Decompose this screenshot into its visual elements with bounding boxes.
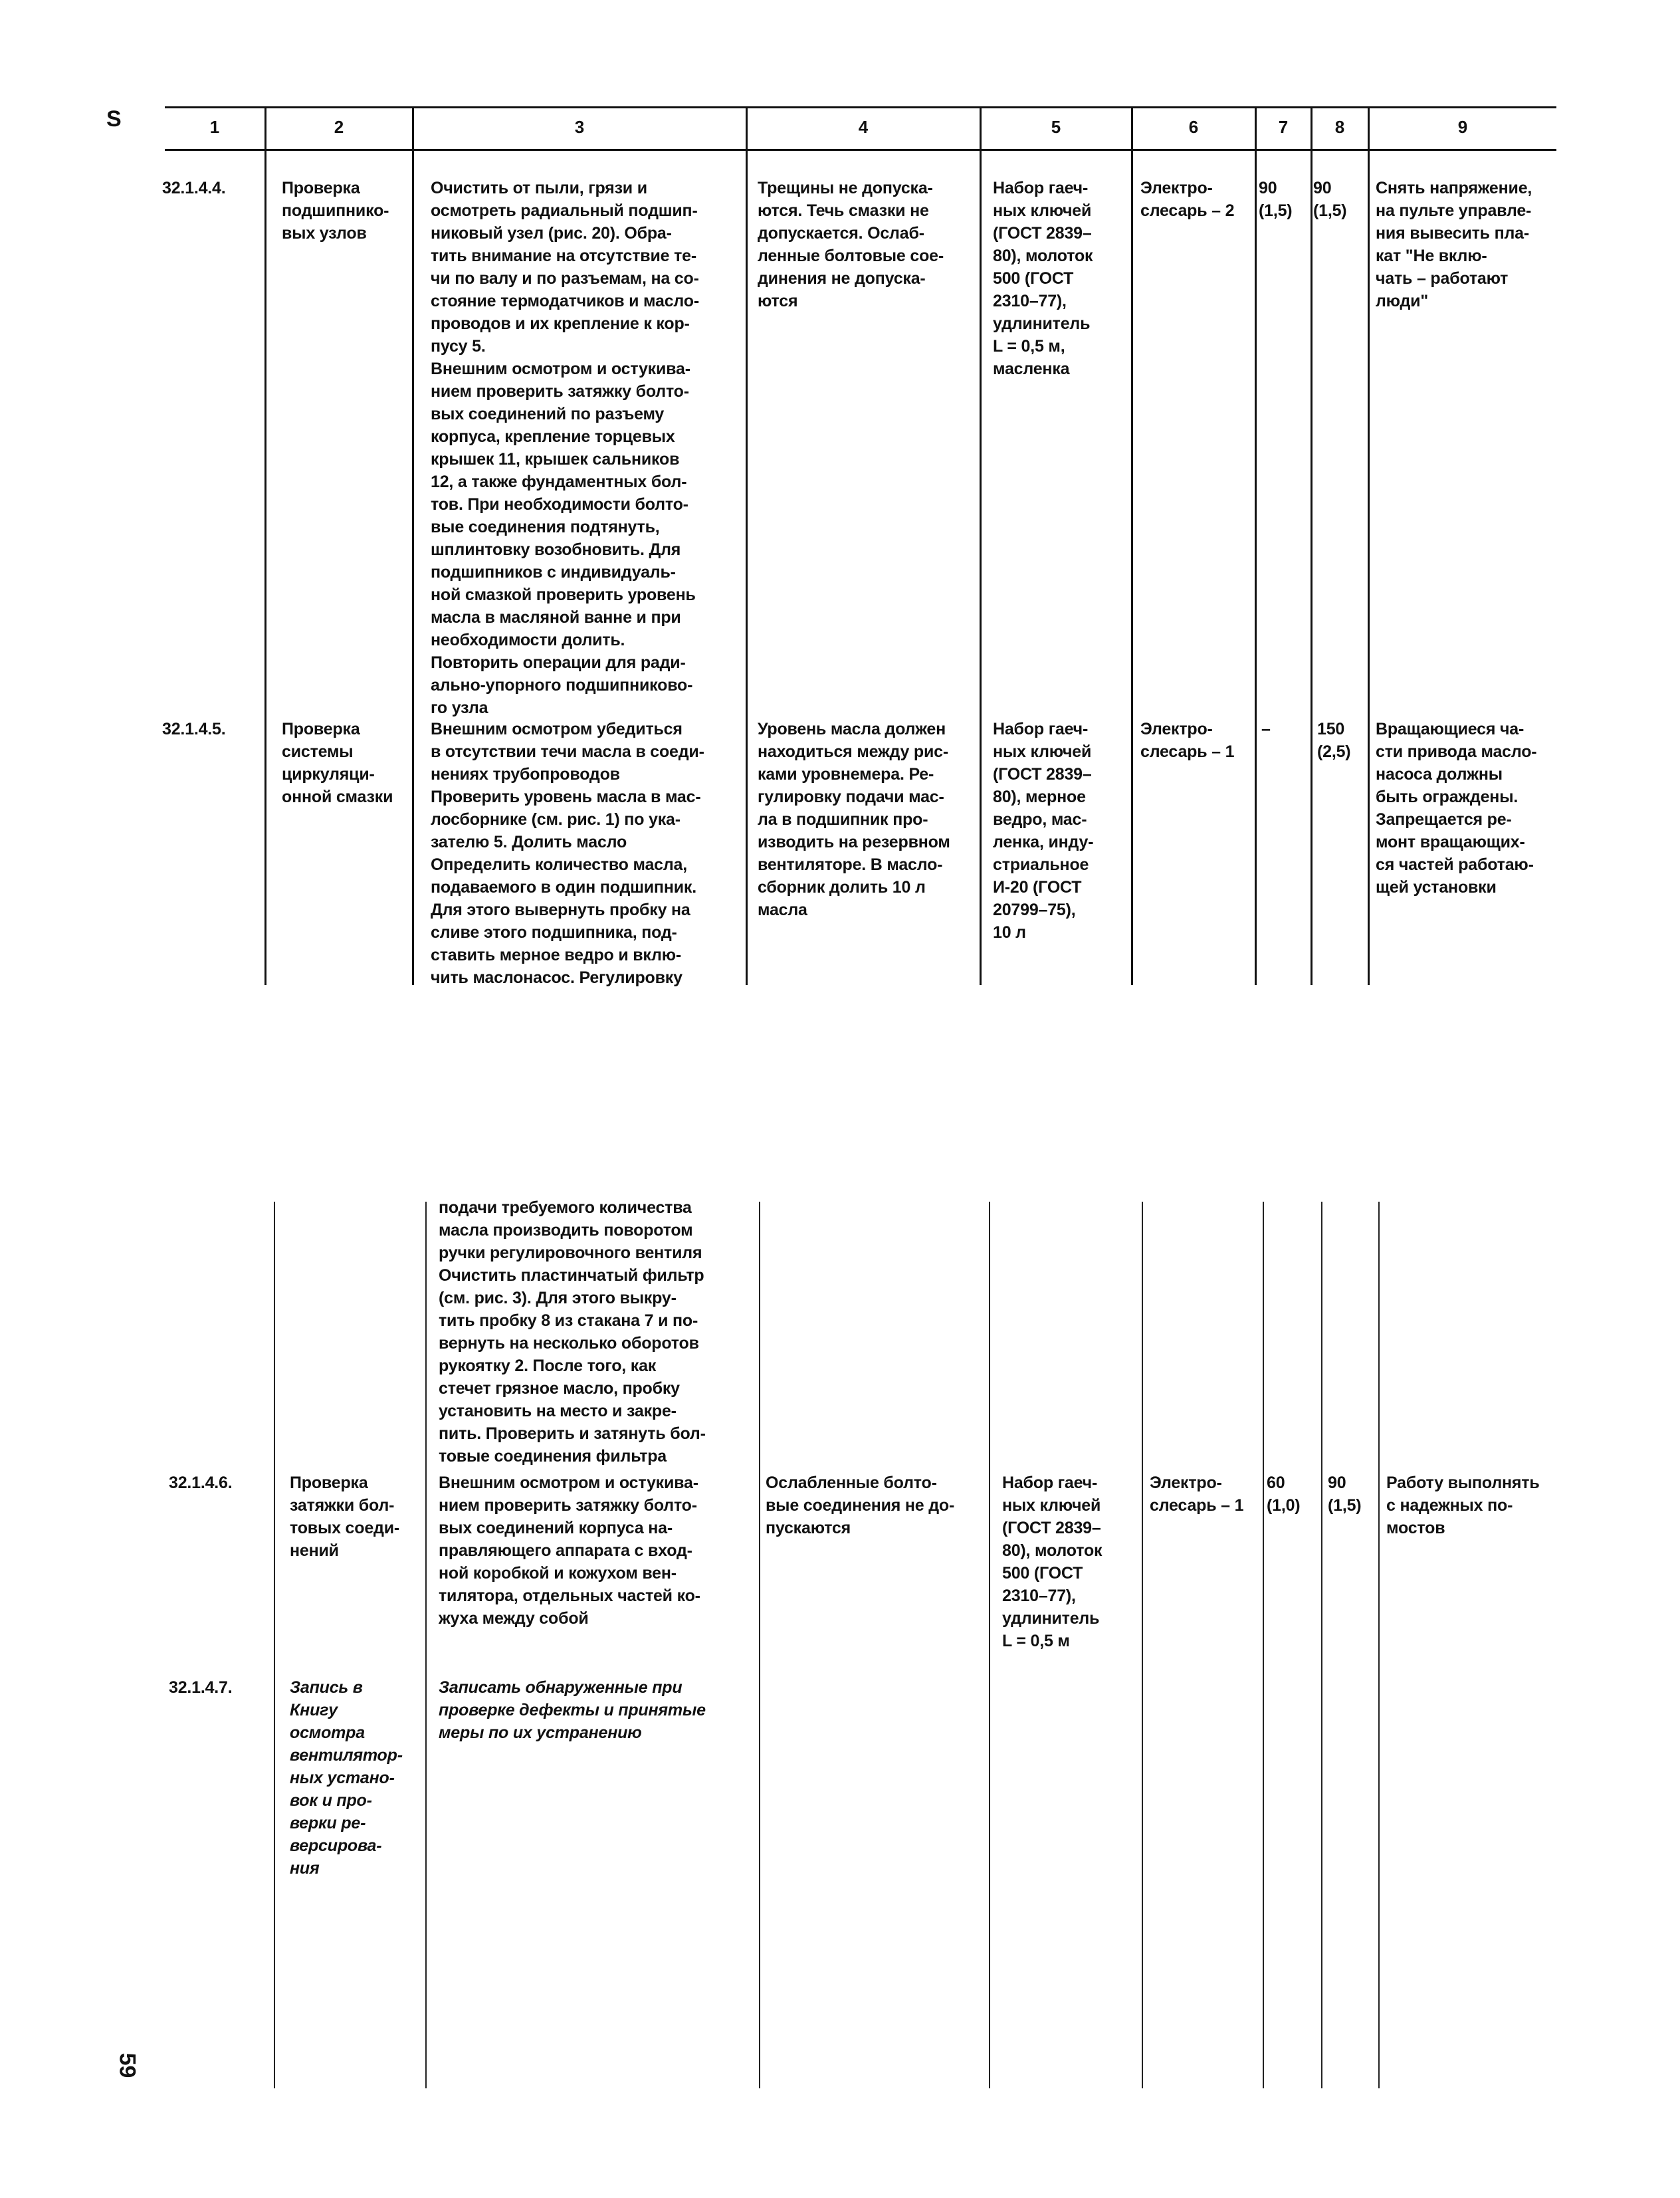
row-notes: Снять напряжение, на пульте управле- ния вывесить пла- кат "Не вклю- чать – работают люди" [1376, 179, 1532, 310]
row-col8: 90 (1,5) [1328, 1474, 1362, 1515]
row-col7: – [1261, 720, 1271, 738]
col-divider [1142, 1202, 1143, 2088]
row-work-content: Очистить от пыли, грязи и осмотреть радиальный подшип- никовый узел (рис. 20). Обра- тить внимание на отсутствие те- чи по валу и по разъемам, на со- стояние термодатчиков и масло- проводов и их крепление к кор- пусу 5. Внешним осмотром и остукива- нием проверить затяжку болто- вых соединений по разъему корпуса, крепление торцевых крышек 11, крышек сальников 12, а также фундаментных бол- тов. При необходимости болто- вые соединения подтянуть, шплинтовку возобновить. Для подшипников с индивидуаль- ной смазкой проверить уровень масла в масляной ванне и при необходимости долить. Повторить операции для ради- ально-упорного подшипниково- го узла [431, 179, 699, 717]
col-divider [759, 1202, 760, 2088]
row-operation-name: Проверка системы циркуляци- онной смазки [282, 720, 393, 806]
row-requirements: Трещины не допуска- ются. Течь смазки не допускается. Ослаб- ленные болтовые сое- динения не допуска- ются [758, 179, 944, 310]
header-top-rule [165, 106, 1556, 108]
row-tools: Набор гаеч- ных ключей (ГОСТ 2839– 80), мерное ведро, мас- ленка, инду- стриальное И-20 (ГОСТ 20799–75), 10 л [993, 720, 1094, 942]
header-col-9: 9 [1457, 117, 1468, 137]
col-divider [989, 1202, 990, 2088]
col-divider [1378, 1202, 1380, 2088]
header-col-1: 1 [209, 117, 220, 137]
col-divider [264, 106, 266, 985]
row-notes: Вращающиеся ча- сти привода масло- насоса должны быть ограждены. Запрещается ре- монт вращающих- ся частей работаю- щей установки [1376, 720, 1537, 897]
col-divider [1131, 106, 1133, 985]
row-code: 32.1.4.4. [162, 179, 226, 197]
col-divider [1255, 106, 1257, 985]
row-col8: 150 (2,5) [1317, 720, 1351, 761]
row-tools: Набор гаеч- ных ключей (ГОСТ 2839– 80), молоток 500 (ГОСТ 2310–77), удлинитель L = 0,5 м [1002, 1474, 1102, 1650]
header-col-6: 6 [1188, 117, 1199, 137]
row-operation-name: Запись в Книгу осмотра вентилятор- ных устано- вок и про- верки ре- версирова- ния [290, 1678, 403, 1878]
row-worker: Электро- слесарь – 1 [1150, 1474, 1244, 1515]
row-col7: 60 (1,0) [1267, 1474, 1301, 1515]
header-col-7: 7 [1278, 117, 1289, 137]
col-divider [980, 106, 982, 985]
row-work-content: Внешним осмотром убедиться в отсутствии течи масла в соеди- нениях трубопроводов Проверить уровень масла в мас- лосборнике (см. рис. 1) по ука- зателю 5. Долить масло Определить количество масла, подаваемого в один подшипник. Для этого вывернуть пробку на сливе этого подшипника, под- ставить мерное ведро и вклю- чить маслонасос. Регулировку [431, 720, 704, 987]
col-divider [746, 106, 748, 985]
row-work-content-continued: подачи требуемого количества масла производить поворотом ручки регулировочного вентиля Очистить пластинчатый фильтр (см. рис. 3). Для этого выкру- тить пробку 8 из стакана 7 и по- вернуть на несколько оборотов рукоятку 2. После того, как стечет грязное масло, пробку установить на место и закре- пить. Проверить и затянуть бол- товые соединения фильтра [439, 1198, 706, 1466]
row-code: 32.1.4.7. [169, 1678, 233, 1697]
col-divider [1368, 106, 1370, 985]
header-col-2: 2 [334, 117, 344, 137]
header-col-4: 4 [858, 117, 869, 137]
col-divider [1311, 106, 1312, 985]
header-bottom-rule [165, 149, 1556, 151]
row-tools: Набор гаеч- ных ключей (ГОСТ 2839– 80), молоток 500 (ГОСТ 2310–77), удлинитель L = 0,5 м, масленка [993, 179, 1093, 378]
col-divider [1321, 1202, 1322, 2088]
header-col-3: 3 [574, 117, 585, 137]
row-code: 32.1.4.6. [169, 1474, 233, 1492]
row-requirements: Уровень масла должен находиться между рис- ками уровнемера. Ре- гулировку подачи мас- ла в подшипник про- изводить на резервном вентиляторе. В масло- сборник долить 10 л масла [758, 720, 950, 919]
row-col7: 90 (1,5) [1259, 179, 1293, 220]
row-worker: Электро- слесарь – 1 [1140, 720, 1235, 761]
col-divider [274, 1202, 275, 2088]
row-operation-name: Проверка подшипнико- вых узлов [282, 179, 389, 243]
row-requirements: Ослабленные болто- вые соединения не до- пускаются [766, 1474, 955, 1537]
row-operation-name: Проверка затяжки бол- товых соеди- нений [290, 1474, 399, 1560]
row-code: 32.1.4.5. [162, 720, 226, 738]
header-col-8: 8 [1334, 117, 1345, 137]
row-work-content: Записать обнаруженные при проверке дефекты и принятые меры по их устранению [439, 1678, 706, 1742]
row-col8: 90 (1,5) [1313, 179, 1347, 220]
row-work-content: Внешним осмотром и остукива- нием проверить затяжку болто- вых соединений корпуса на- правляющего аппарата с вход- ной коробкой и кожухом вен- тилятора, отдельных частей ко- жуха между собой [439, 1474, 700, 1628]
row-notes: Работу выполнять с надежных по- мостов [1386, 1474, 1540, 1537]
col-divider [412, 106, 414, 985]
col-divider [1263, 1202, 1264, 2088]
header-col-5: 5 [1051, 117, 1061, 137]
corner-mark: S [106, 106, 122, 132]
row-worker: Электро- слесарь – 2 [1140, 179, 1235, 220]
col-divider [425, 1202, 427, 2088]
page-number: 59 [114, 2052, 140, 2078]
